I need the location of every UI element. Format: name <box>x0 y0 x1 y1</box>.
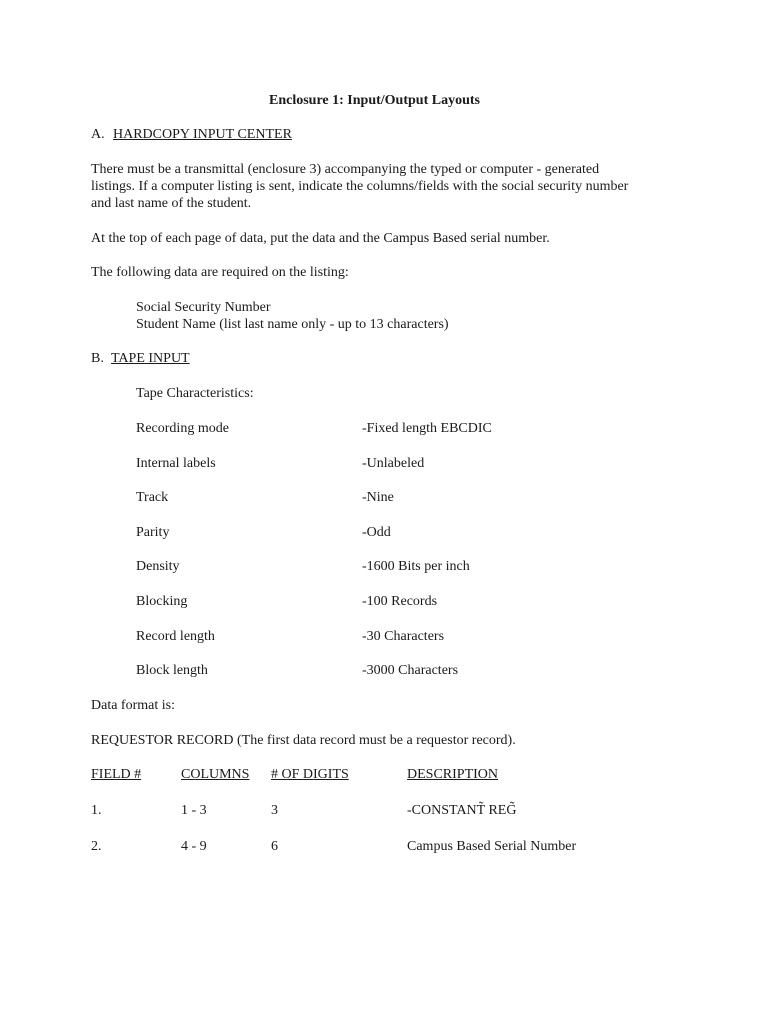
paragraph-line: At the top of each page of data, put the data and the Campus Based serial number. <box>91 231 550 246</box>
section-b-letter: B. <box>91 351 104 366</box>
characteristic-value: -Unlabeled <box>362 456 425 471</box>
characteristic-value: -Nine <box>362 490 394 505</box>
paragraph-line: The following data are required on the listing: <box>91 265 349 280</box>
table-header-columns: COLUMNS <box>181 767 250 782</box>
characteristic-label: Recording mode <box>136 421 229 436</box>
characteristic-value: -100 Records <box>362 594 438 609</box>
characteristic-label: Density <box>136 559 180 574</box>
document-title: Enclosure 1: Input/Output Layouts <box>269 93 480 108</box>
characteristic-label: Internal labels <box>136 456 216 471</box>
paragraph-line: and last name of the student. <box>91 196 252 211</box>
data-format-label: Data format is: <box>91 698 175 713</box>
section-a-heading: HARDCOPY INPUT CENTER <box>113 127 292 142</box>
characteristic-label: Parity <box>136 525 170 540</box>
section-a-letter: A. <box>91 127 105 142</box>
characteristic-label: Record length <box>136 629 215 644</box>
required-item: Student Name (list last name only - up to 13 characters) <box>136 317 449 332</box>
table-cell-columns: 1 - 3 <box>181 803 207 818</box>
table-cell-field: 1. <box>91 803 102 818</box>
paragraph-line: There must be a transmittal (enclosure 3) accompanying the typed or computer - generated <box>91 162 600 177</box>
requestor-record-line: REQUESTOR RECORD (The first data record must be a requestor record). <box>91 733 516 748</box>
characteristic-value: -Fixed length EBCDIC <box>362 421 492 436</box>
required-item: Social Security Number <box>136 300 271 315</box>
table-cell-digits: 3 <box>271 803 278 818</box>
table-header-description: DESCRIPTION <box>407 767 499 782</box>
section-b-heading: TAPE INPUT <box>111 351 190 366</box>
characteristic-value: -30 Characters <box>362 629 445 644</box>
table-cell-description: -CONSTANT̃ REG̃ <box>407 803 517 818</box>
table-cell-field: 2. <box>91 839 102 854</box>
tape-characteristics-title: Tape Characteristics: <box>136 386 254 401</box>
table-cell-columns: 4 - 9 <box>181 839 207 854</box>
characteristic-value: -Odd <box>362 525 391 540</box>
characteristic-label: Track <box>136 490 169 505</box>
characteristic-label: Blocking <box>136 594 188 609</box>
table-header-field: FIELD # <box>91 767 142 782</box>
characteristic-value: -3000 Characters <box>362 663 459 678</box>
characteristic-value: -1600 Bits per inch <box>362 559 470 574</box>
table-cell-description: Campus Based Serial Number <box>407 839 577 854</box>
table-header-digits: # OF DIGITS <box>271 767 349 782</box>
paragraph-line: listings. If a computer listing is sent, indicate the columns/fields with the social security number <box>91 179 629 194</box>
table-cell-digits: 6 <box>271 839 278 854</box>
characteristic-label: Block length <box>136 663 208 678</box>
